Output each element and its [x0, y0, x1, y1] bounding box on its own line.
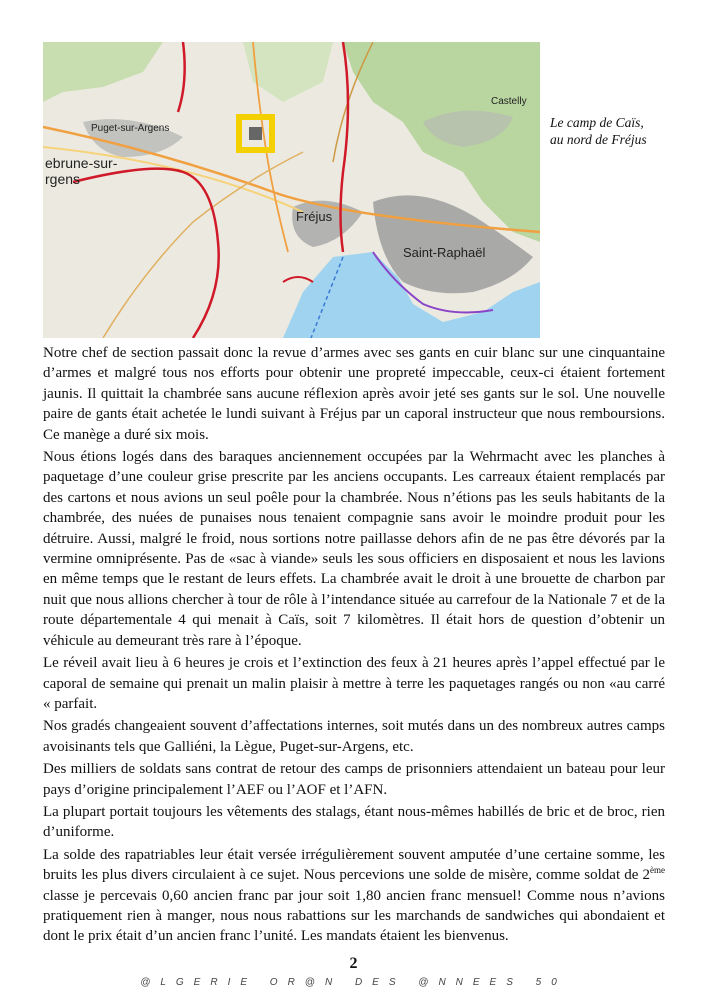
paragraph: Nous étions logés dans des baraques anciennement occupées par la Wehrmacht avec les planches à paquetage d’une couleur grise prescrite par les anciens occupants. Les carreaux étaient remplacés par des cartons et nous avions un seul poêle pour la chambrée. Nous n’étions pas les seuls habitants de la chambrée, des nuées de punaises nous tenaient compagnie sans avoir le moindre produit pour les détruire. Aussi, malgré le froid, nous sortions notre paillasse dehors afin de ne pas être dévorés par la vermine omniprésente. Pas de «sac à viande» seuls les sous officiers en disposaient et nous les lavions en même temps que le restant de leurs effets. La chambrée avait le droit à une brouette de charbon par nuit que nous allions chercher à tour de rôle à l’intendance située au carrefour de la Nationale 7 et de la route départementale 4 qui menait à Caïs, soit 7 kilomètres. Il était hors de question d’obtenir un véhicule au demeurant très rare à l’époque. — [43, 449, 665, 649]
paragraph-last-end: classe je percevais 0,60 ancien franc par jour soit 1,80 ancien franc mensuel! Comme nous n’avions pratiquement rien à manger, nous nous rabattions sur les marchands de sandwiches qui abondaient et dont le prix était d’un ancien franc l’unité. Les mandats étaient les bienvenus. — [43, 887, 665, 945]
map-image — [43, 42, 540, 338]
page-number: 2 — [349, 955, 358, 972]
paragraph: La plupart portait toujours les vêtements des stalags, étant nous-mêmes habillés de bric et de broc, rien d’uniforme. — [43, 803, 665, 841]
paragraph: Des milliers de soldats sans contrat de retour des camps de prisonniers attendaient un bateau pour leur pays d’origine principalement l’AEF ou l’AOF et l’AFN. — [43, 761, 665, 798]
map-label-puget: Puget-sur-Argens — [91, 123, 170, 134]
caption-line-1: Le camp de Caïs, — [550, 115, 644, 130]
paragraph-last — [43, 845, 665, 947]
paragraph: Le réveil avait lieu à 6 heures je crois et l’extinction des feux à 21 heures après l’appel effectué par le caporal de semaine qui prenait un malin plaisir à mettre à terre les paquetages rangés ou non «au carré « parfait. — [43, 655, 665, 712]
map-label-castelly: Castelly — [491, 96, 527, 107]
map-caption — [550, 114, 700, 148]
map-label-argens: rgens — [45, 171, 81, 187]
paragraph-last-start: La solde des rapatriables leur était versée irrégulièrement souvent amputée d’une certaine somme, les bruits les plus divers circulaient à ce sujet. Nous percevions une solde de misère, comme soldat de 2 — [43, 846, 665, 884]
body-text — [43, 343, 665, 949]
map-label-saint-raphael: Saint-Raphaël — [403, 245, 486, 260]
paragraph: Nos gradés changeaient souvent d’affectations internes, soit mutés dans un des nombreux autres camps avoisinants tels que Galliéni, la Lègue, Puget-sur-Argens, etc. — [43, 718, 665, 755]
map-label-frejus: Fréjus — [296, 209, 333, 224]
paragraph: Notre chef de section passait donc la revue d’armes avec ses gants en cuir blanc sur une cinquantaine d’armes et malgré tous nos efforts pour obtenir une propreté impeccable, ceux-ci étaient fortement jaunis. Il quittait la chambrée sans aucune réflexion après avoir jeté ses gants sur le sol. Une nouvelle paire de gants était achetée le lundi suivant à Fréjus par un caporal instructeur que nous remboursions. Ce manège a duré six mois. — [43, 345, 665, 443]
map-label-brune: ebrune-sur- — [45, 155, 118, 171]
footer-text: @LGERIE OR@N DES @NNEES 50 — [140, 977, 567, 988]
superscript-eme: ème — [650, 865, 665, 876]
caption-line-2: au nord de Fréjus — [550, 132, 647, 147]
